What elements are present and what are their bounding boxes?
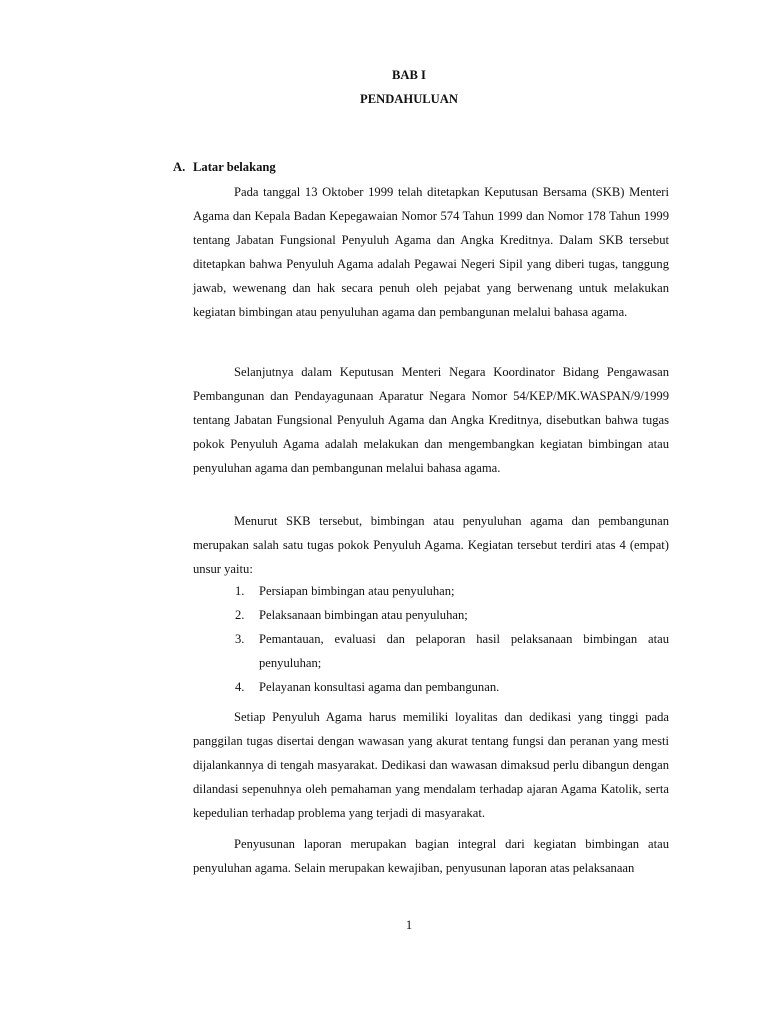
paragraph-3: Menurut SKB tersebut, bimbingan atau penyuluhan agama dan pembangunan merupakan salah satu tugas pokok Penyuluh Agama. Kegiatan tersebut terdiri atas 4 (empat) unsur yaitu: xyxy=(193,514,669,576)
list-item-text: Pelaksanaan bimbingan atau penyuluhan; xyxy=(259,608,468,622)
chapter-label: BAB I xyxy=(392,68,426,82)
page-number: 1 xyxy=(405,918,413,932)
list-item-number: 3. xyxy=(235,632,245,646)
list-item xyxy=(235,675,669,699)
list-item-text: Persiapan bimbingan atau penyuluhan; xyxy=(259,584,455,598)
paragraph-5: Penyusunan laporan merupakan bagian integral dari kegiatan bimbingan atau penyuluhan agama. Selain merupakan kewajiban, penyusunan laporan atas pelaksanaan xyxy=(193,837,669,875)
list-item xyxy=(235,579,669,603)
list-item-number: 4. xyxy=(235,680,245,694)
activity-list xyxy=(235,579,669,699)
list-item-number: 1. xyxy=(235,584,245,598)
list-item-number: 2. xyxy=(235,608,245,622)
list-item xyxy=(235,627,669,675)
list-item xyxy=(235,603,669,627)
section-heading xyxy=(173,160,276,175)
paragraph-2: Selanjutnya dalam Keputusan Menteri Negara Koordinator Bidang Pengawasan Pembangunan dan Pendayagunaan Aparatur Negara Nomor 54/KEP/MK.WASPAN/9/1999 tentang Jabatan Fungsional Penyuluh Agama dan Angka Kreditnya, disebutkan bahwa tugas pokok Penyuluh Agama adalah melakukan dan mengembangkan kegiatan bimbingan atau penyuluhan agama dan pembangunan melalui bahasa agama. xyxy=(193,365,669,475)
section-letter: A. xyxy=(173,160,186,174)
paragraph-1: Pada tanggal 13 Oktober 1999 telah ditetapkan Keputusan Bersama (SKB) Menteri Agama dan Kepala Badan Kepegawaian Nomor 574 Tahun 1999 dan Nomor 178 Tahun 1999 tentang Jabatan Fungsional Penyuluh Agama dan Angka Kreditnya. Dalam SKB tersebut ditetapkan bahwa Penyuluh Agama adalah Pegawai Negeri Sipil yang diberi tugas, tanggung jawab, wewenang dan hak secara penuh oleh pejabat yang berwenang untuk melakukan kegiatan bimbingan atau penyuluhan agama dan pembangunan melalui bahasa agama. xyxy=(193,185,669,319)
paragraph-4: Setiap Penyuluh Agama harus memiliki loyalitas dan dedikasi yang tinggi pada panggilan tugas disertai dengan wawasan yang akurat tentang fungsi dan peranan yang mesti dijalankannya di tengah masyarakat. Dedikasi dan wawasan dimaksud perlu dibangun dengan dilandasi sepenuhnya oleh pemahaman yang mendalam terhadap ajaran Agama Katolik, serta kepedulian terhadap problema yang terjadi di masyarakat. xyxy=(193,710,669,820)
section-title: Latar belakang xyxy=(193,160,276,174)
list-item-text: Pelayanan konsultasi agama dan pembangunan. xyxy=(259,680,500,694)
chapter-title: PENDAHULUAN xyxy=(360,92,458,106)
list-item-text: Pemantauan, evaluasi dan pelaporan hasil pelaksanaan bimbingan atau penyuluhan; xyxy=(259,632,669,670)
